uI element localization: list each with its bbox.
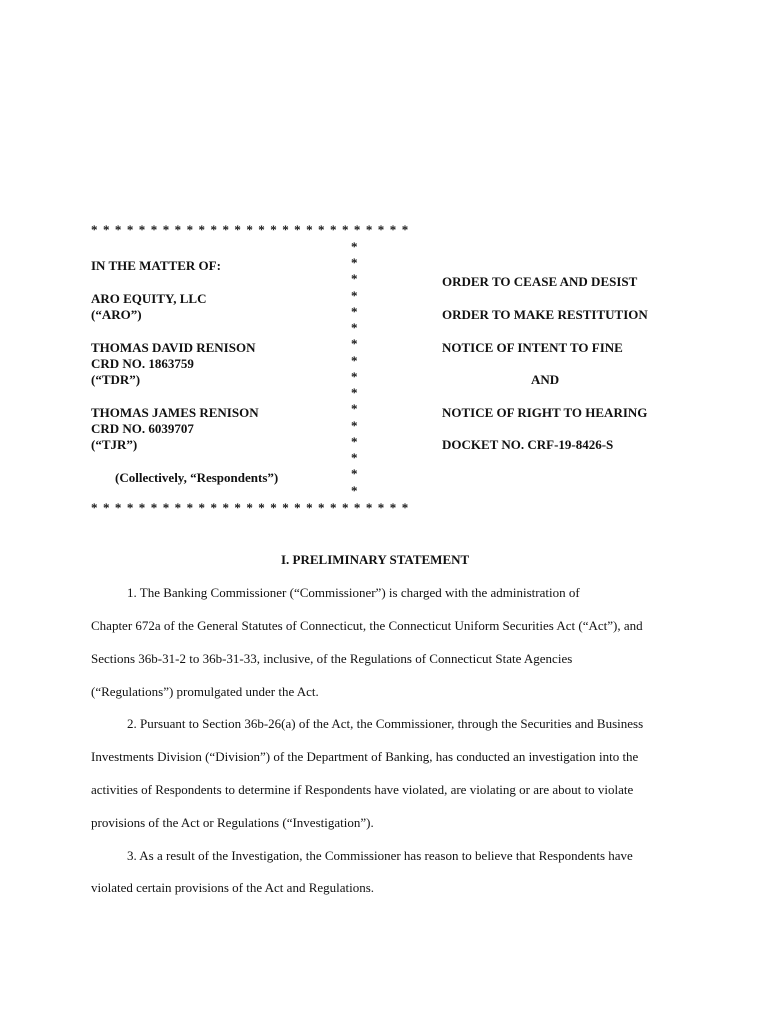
notice-right-hearing: NOTICE OF RIGHT TO HEARING	[442, 405, 648, 420]
respondent-tdr-crd: CRD NO. 1863759	[91, 356, 194, 371]
star-divider: *	[351, 320, 358, 335]
respondent-aro-name: ARO EQUITY, LLC	[91, 291, 207, 306]
star-divider: *	[351, 450, 358, 465]
order-cease-desist: ORDER TO CEASE AND DESIST	[442, 274, 638, 289]
docket-number: DOCKET NO. CRF-19-8426-S	[442, 437, 614, 452]
notice-intent-fine: NOTICE OF INTENT TO FINE	[442, 340, 623, 355]
collectively-respondents: (Collectively, “Respondents”)	[115, 470, 279, 485]
star-divider: *	[351, 353, 358, 368]
section-heading: I. PRELIMINARY STATEMENT	[281, 552, 470, 567]
paragraph-line: 2. Pursuant to Section 36b-26(a) of the Act, the Commissioner, through the Securities and Business	[127, 716, 644, 731]
star-divider: *	[351, 271, 358, 286]
star-divider: *	[351, 466, 358, 481]
order-restitution: ORDER TO MAKE RESTITUTION	[442, 307, 648, 322]
respondent-tjr-name: THOMAS JAMES RENISON	[91, 405, 259, 420]
star-divider: *	[351, 304, 358, 319]
star-divider: *	[351, 483, 358, 498]
in-the-matter-of: IN THE MATTER OF:	[91, 258, 221, 273]
caption-bottom-border: * * * * * * * * * * * * * * * * * * * * * * * * * * *	[91, 500, 410, 515]
star-divider: *	[351, 385, 358, 400]
paragraph-line: Investments Division (“Division”) of the Department of Banking, has conducted an investigation into the	[91, 749, 639, 764]
star-divider: *	[351, 401, 358, 416]
paragraph-line: activities of Respondents to determine if Respondents have violated, are violating or are about to violate	[91, 782, 634, 797]
star-divider: *	[351, 288, 358, 303]
paragraph-line: violated certain provisions of the Act and Regulations.	[91, 880, 375, 895]
caption-top-border: * * * * * * * * * * * * * * * * * * * * * * * * * * *	[91, 222, 410, 237]
respondent-tdr-name: THOMAS DAVID RENISON	[91, 340, 256, 355]
paragraph-line: (“Regulations”) promulgated under the Act.	[91, 684, 319, 699]
respondent-tjr-alias: (“TJR”)	[91, 437, 138, 452]
star-divider: *	[351, 336, 358, 351]
paragraph-line: 3. As a result of the Investigation, the Commissioner has reason to believe that Respondents have	[127, 848, 633, 863]
respondent-aro-alias: (“ARO”)	[91, 307, 142, 322]
star-divider: *	[351, 418, 358, 433]
respondent-tdr-alias: (“TDR”)	[91, 372, 141, 387]
paragraph-line: Chapter 672a of the General Statutes of Connecticut, the Connecticut Uniform Securities Act (“Act”), and	[91, 618, 643, 633]
paragraph-line: Sections 36b-31-2 to 36b-31-33, inclusive, of the Regulations of Connecticut State Agencies	[91, 651, 573, 666]
star-divider: *	[351, 255, 358, 270]
paragraph-line: 1. The Banking Commissioner (“Commissioner”) is charged with the administration of	[127, 585, 580, 600]
paragraph-line: provisions of the Act or Regulations (“Investigation”).	[91, 815, 374, 830]
and-connector: AND	[531, 372, 560, 387]
star-divider: *	[351, 239, 358, 254]
star-divider: *	[351, 369, 358, 384]
respondent-tjr-crd: CRD NO. 6039707	[91, 421, 194, 436]
star-divider: *	[351, 434, 358, 449]
